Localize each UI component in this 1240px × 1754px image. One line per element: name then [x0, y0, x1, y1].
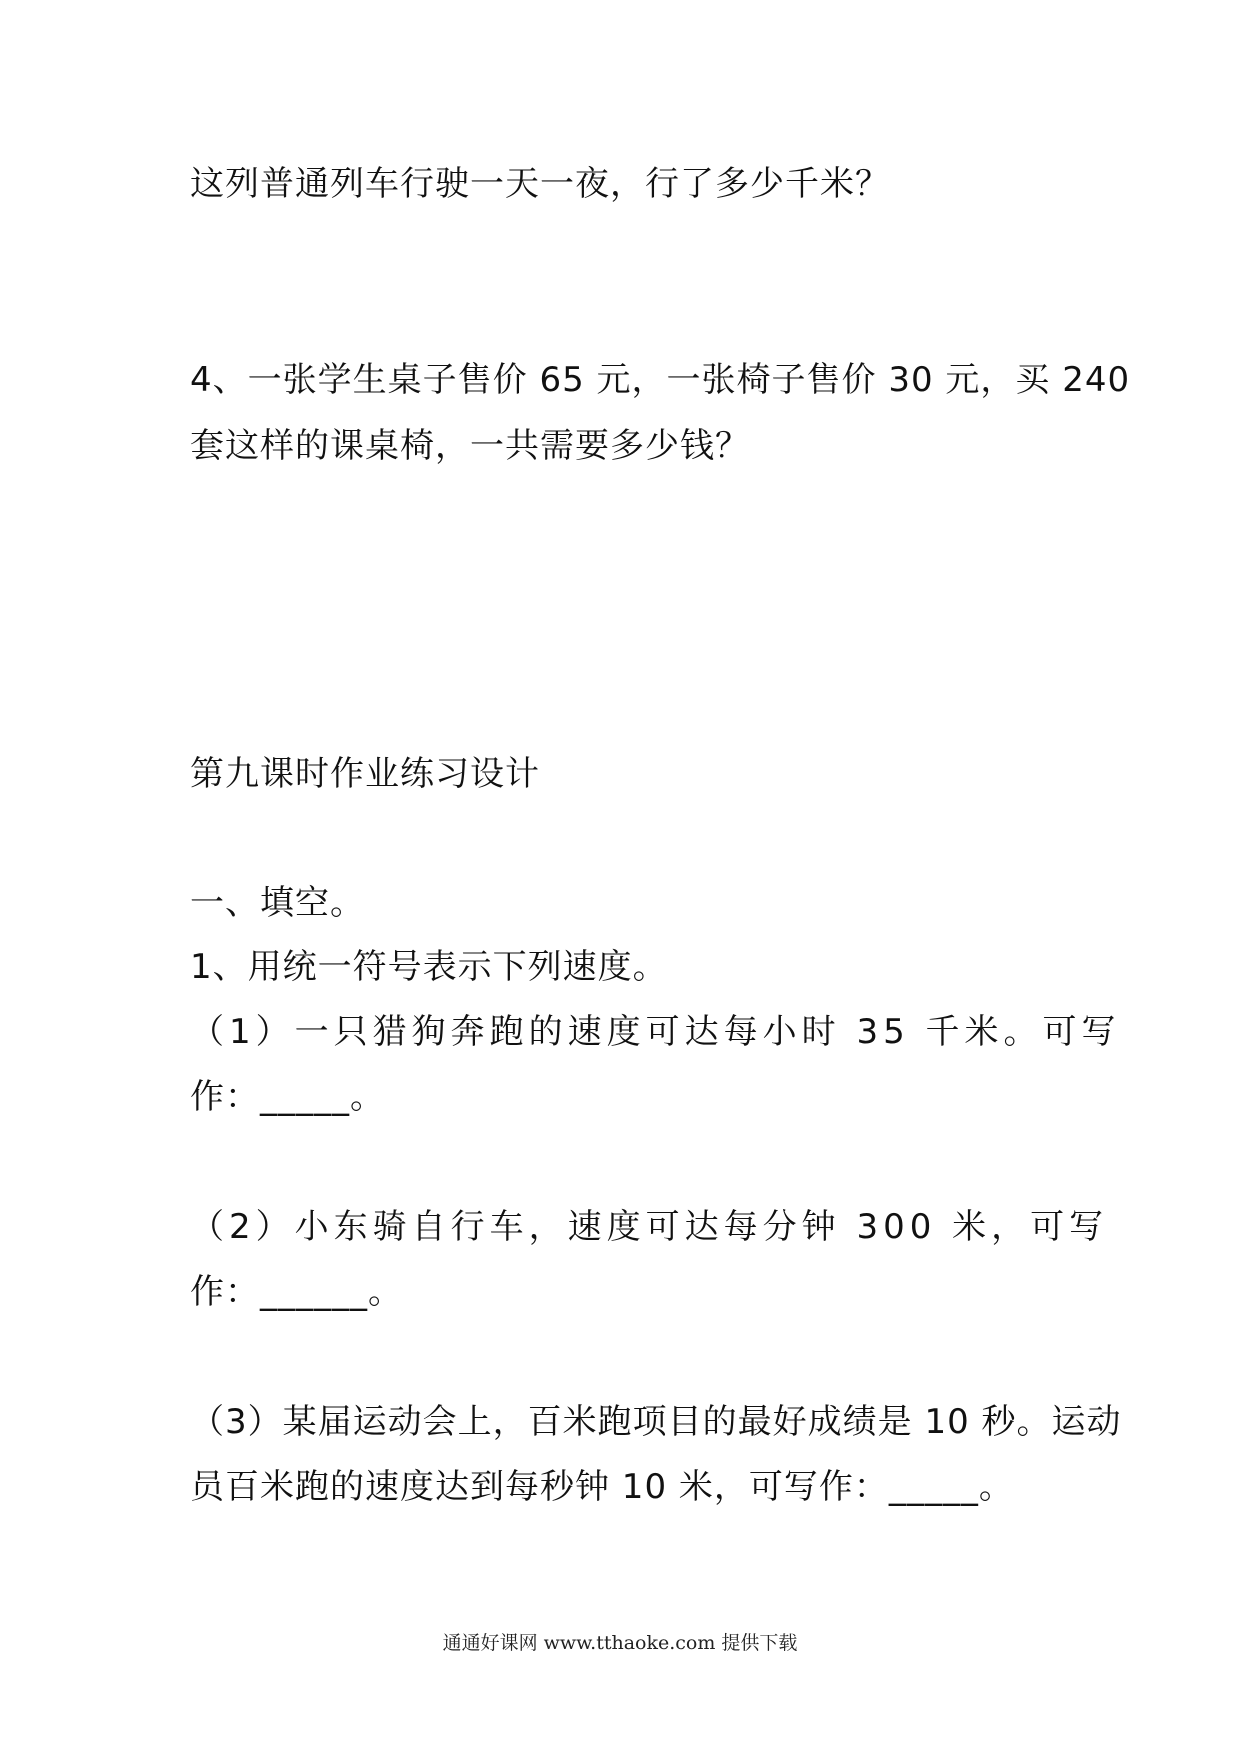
part-1-heading: 一、填空。 [190, 883, 365, 923]
item-1-3-line-1: （3）某届运动会上，百米跑项目的最好成绩是 10 秒。运动 [190, 1402, 1122, 1442]
question-4-line-2: 套这样的课桌椅，一共需要多少钱？ [190, 426, 750, 466]
page-footer: 通通好课网 www.tthaoke.com 提供下载 [442, 1632, 798, 1654]
question-3-continuation: 这列普通列车行驶一天一夜，行了多少千米？ [190, 164, 890, 204]
item-1-2-line-2: 作：______。 [190, 1272, 403, 1312]
item-1-1-line-1: （1）一只猎狗奔跑的速度可达每小时 35 千米。可写 [190, 1012, 1121, 1052]
item-1: 1、用统一符号表示下列速度。 [190, 947, 668, 987]
question-4-line-1: 4、一张学生桌子售价 65 元，一张椅子售价 30 元，买 240 [190, 360, 1131, 400]
item-1-3-line-2: 员百米跑的速度达到每秒钟 10 米，可写作：_____。 [190, 1467, 1014, 1507]
section-title: 第九课时作业练习设计 [190, 754, 540, 794]
item-1-1-line-2: 作：_____。 [190, 1077, 385, 1117]
item-1-2-line-1: （2）小东骑自行车，速度可达每分钟 300 米，可写 [190, 1207, 1109, 1247]
